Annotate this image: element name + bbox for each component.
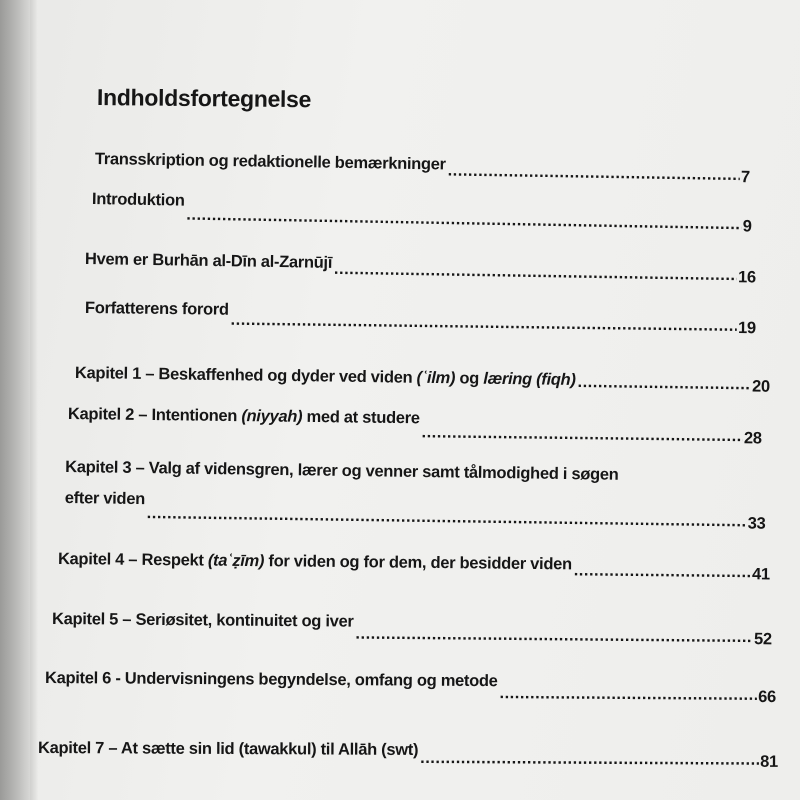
toc-entry[interactable] — [51, 608, 772, 649]
toc-entry[interactable] — [67, 403, 762, 448]
title-segment: efter viden — [64, 488, 146, 509]
toc-entry[interactable] — [57, 548, 770, 584]
dot-leader — [355, 625, 753, 647]
dot-leader — [186, 206, 742, 235]
title-segment: Kapitel 1 – Beskaffenhed og dyder ved viden — [74, 364, 417, 387]
toc-entry-title — [85, 250, 332, 273]
page-number: 7 — [740, 168, 750, 187]
toc-entry-title — [75, 364, 576, 390]
title-segment: Kapitel 4 – Respekt — [57, 550, 208, 570]
dot-leader — [147, 504, 747, 531]
toc-entry-title — [52, 610, 354, 632]
title-segment: (niyyah) — [241, 407, 303, 426]
page-number: 81 — [760, 752, 778, 771]
page-number: 41 — [752, 565, 770, 584]
title-segment: Kapitel 2 – Intentionen — [67, 405, 242, 426]
title-segment: Kapitel 7 – At sætte sin lid (tawakkul) til Allāh (swt) — [37, 739, 419, 759]
dot-leader — [230, 311, 737, 336]
page-number: 19 — [737, 318, 756, 338]
title-segment: læring (fiqh) — [483, 369, 576, 389]
title-segment: (taʿẓīm) — [207, 551, 265, 571]
page-edge — [30, 0, 38, 800]
page-number: 28 — [743, 429, 762, 448]
page-number: 16 — [737, 268, 756, 287]
toc-entry-title — [38, 739, 418, 760]
toc-entry-title-line: Kapitel 3 – Valg af vidensgren, lærer og venner samt tålmodighed i søgen — [65, 458, 619, 484]
toc-entry[interactable] — [94, 148, 750, 187]
dot-leader — [499, 684, 757, 705]
toc-entry-title — [45, 669, 498, 691]
toc-entry[interactable] — [84, 248, 756, 287]
toc-entry[interactable] — [84, 297, 756, 338]
toc-entry[interactable] — [91, 188, 752, 236]
dot-leader — [448, 162, 741, 186]
page-number: 52 — [754, 630, 772, 649]
toc-entry-title — [85, 299, 229, 320]
title-segment: Kapitel 6 - Undervisningens begyndelse, omfang og metode — [44, 669, 498, 691]
toc-entry[interactable] — [64, 458, 767, 533]
toc-entry-title — [58, 550, 572, 574]
toc-title: Indholdsfortegnelse — [96, 84, 312, 113]
toc-entry-title — [68, 405, 420, 428]
toc-entry[interactable] — [44, 667, 776, 707]
dot-leader — [420, 749, 759, 770]
toc-entry-title — [95, 150, 446, 175]
dot-leader — [577, 373, 751, 394]
title-segment: (ʿilm) — [416, 368, 456, 388]
title-segment: og — [455, 369, 484, 388]
toc-entry[interactable] — [74, 362, 770, 396]
book-spine-shadow — [0, 0, 30, 800]
title-segment: for viden og for dem, der besidder viden — [264, 552, 572, 574]
toc-entry[interactable] — [37, 737, 778, 771]
title-segment: Forfatterens forord — [84, 299, 229, 319]
title-segment: Hvem er Burhān al-Dīn al-Zarnūjī — [84, 250, 333, 272]
dot-leader — [421, 423, 743, 446]
toc-entry-title — [92, 190, 185, 211]
title-segment: Kapitel 5 – Seriøsitet, kontinuitet og iver — [51, 610, 354, 631]
toc-entry-title — [65, 489, 145, 509]
title-segment: Introduktion — [91, 190, 185, 210]
dot-leader — [574, 561, 752, 582]
dot-leader — [334, 260, 737, 285]
title-segment: Transskription og redaktionelle bemærkninger — [94, 150, 446, 174]
title-segment: med at studere — [302, 407, 420, 428]
page-number: 9 — [742, 217, 752, 236]
page-number: 66 — [758, 687, 776, 707]
page-number: 20 — [751, 377, 770, 396]
page-number: 33 — [747, 514, 766, 533]
